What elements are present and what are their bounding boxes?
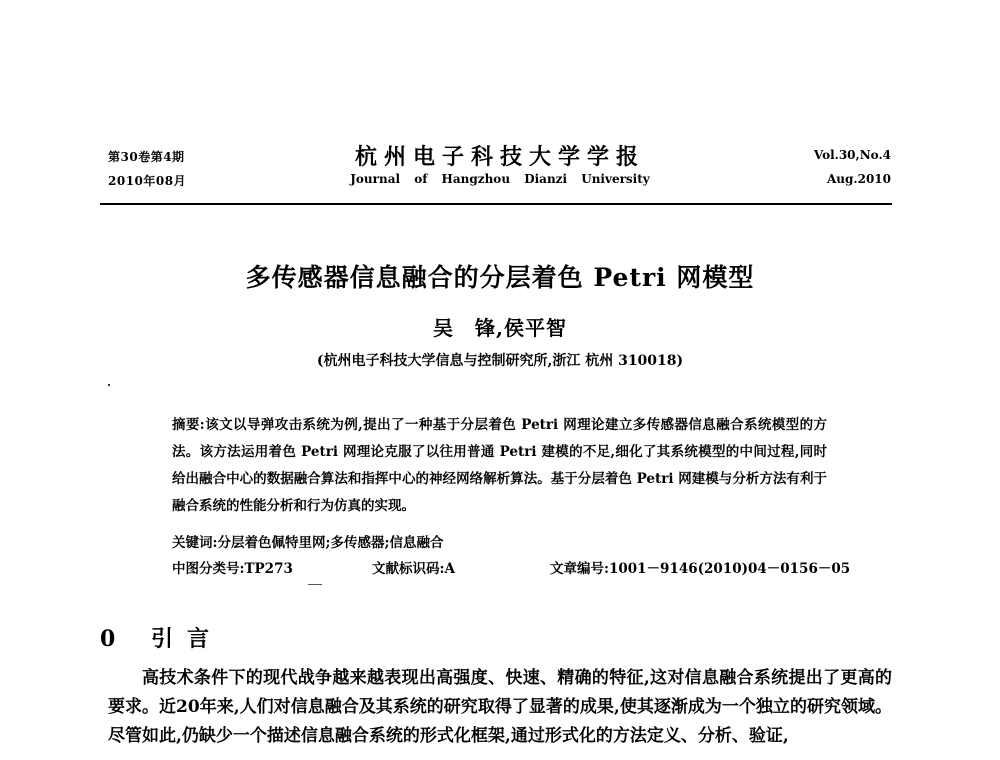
abstract-block [172, 412, 827, 520]
volume-issue: 第30卷第4期 [108, 150, 185, 164]
abstract-text: 该文以导弹攻击系统为例,提出了一种基于分层着色 Petri 网理论建立多传感器信息融合系统模型的方法。该方法运用着色 Petri 网理论克服了以往用普通 Petri 建模的不足,细化了其系统模型的中间过程,同时给出融合中心的数据融合算法和指挥中心的神经网络解析算法。基于分层着色 Petri 网建模与分析方法有利于融合系统的性能分析和行为仿真的实现。 [172, 417, 827, 514]
classification-row [172, 557, 851, 577]
paragraph: 高技术条件下的现代战争越来越表现出高强度、快速、精确的特征,这对信息融合系统提出了更高的要求。近20年来,人们对信息融合及其系统的研究取得了显著的成果,使其逐渐成为一个独立的研究领域。尽管如此,仍缺少一个描述信息融合系统的形式化框架,通过形式化的方法定义、分析、验证, [108, 668, 892, 746]
keywords: 关键词:分层着色佩特里网;多传感器;信息融合 [172, 535, 444, 551]
article-authors: 吴 锋,侯平智 [433, 316, 567, 340]
article-number: 文章编号:1001－9146(2010)04－0156－05 [550, 561, 851, 577]
section-heading: 0 引言 [100, 626, 223, 652]
issue-date: 2010年08月 [108, 174, 187, 188]
issue-date-en: Aug.2010 [826, 172, 891, 186]
volume-issue-en: Vol.30,No.4 [813, 148, 891, 162]
section-body [108, 664, 892, 751]
footnote-mark [308, 584, 322, 585]
abstract-label: 摘要: [172, 417, 205, 433]
document-code: 文献标识码:A [372, 561, 455, 577]
article-title: 多传感器信息融合的分层着色 Petri 网模型 [245, 263, 755, 292]
journal-title: 杭州电子科技大学学报 [354, 144, 645, 170]
author-affiliation: (杭州电子科技大学信息与控制研究所,浙江 杭州 310018) [316, 353, 684, 369]
clc-number: 中图分类号:TP273 [172, 561, 293, 577]
header-divider [100, 203, 892, 205]
journal-english-title: Journal of Hangzhou Dianzi University [350, 172, 650, 186]
scan-speck [108, 384, 110, 386]
